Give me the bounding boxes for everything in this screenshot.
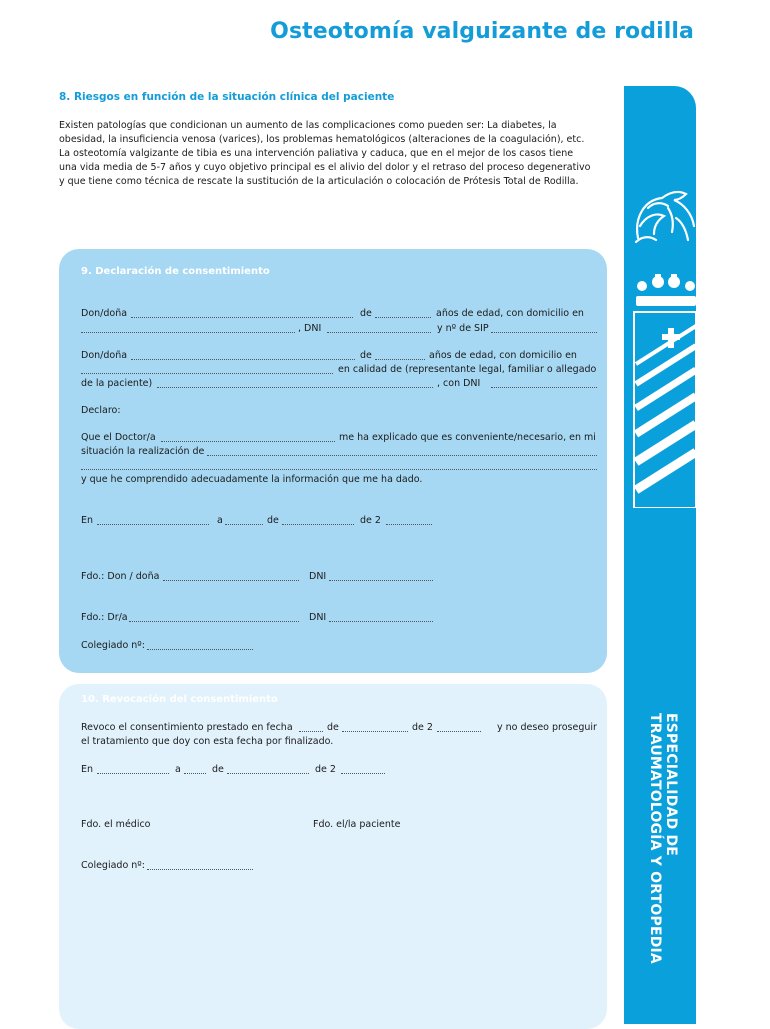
label-dni: , DNI bbox=[298, 323, 322, 334]
section-10-title: 10. Revocación del consentimiento bbox=[81, 694, 278, 705]
page-title: Osteotomía valguizante de rodilla bbox=[270, 19, 694, 44]
label-dni-patient: DNI bbox=[309, 571, 327, 582]
label-fdo-paciente: Fdo. el/la paciente bbox=[313, 819, 401, 830]
label-dni-doctor: DNI bbox=[309, 612, 327, 623]
label-en: En bbox=[81, 515, 94, 526]
relationship-field[interactable] bbox=[157, 387, 433, 388]
label-de-la-paciente: de la paciente) bbox=[81, 378, 153, 389]
label-anos-domicilio-2: años de edad, con domicilio en bbox=[429, 350, 577, 361]
doctor-name-field[interactable] bbox=[161, 441, 335, 442]
label-colegiado: Colegiado nº: bbox=[81, 640, 145, 651]
dni-field-1[interactable] bbox=[327, 332, 431, 333]
label-situacion: situación la realización de bbox=[81, 446, 205, 457]
label-en: En bbox=[81, 764, 94, 775]
patient-dni-field[interactable] bbox=[329, 580, 433, 581]
specialty-label bbox=[647, 713, 679, 964]
procedure-field[interactable] bbox=[207, 455, 597, 456]
procedure-field-2[interactable] bbox=[81, 469, 597, 470]
specialty-line-2: TRAUMATOLOGÍA Y ORTOPEDIA bbox=[647, 713, 663, 964]
paragraph-line: y que tiene como técnica de rescate la sustitución de la articulación o colocación de Prótesis Total de Rodilla. bbox=[59, 176, 579, 187]
sip-field[interactable] bbox=[491, 332, 597, 333]
label-no-deseo: y no deseo proseguir bbox=[497, 722, 597, 733]
section-10-revocation-box bbox=[59, 684, 607, 1029]
month-field[interactable] bbox=[282, 524, 354, 525]
label-don-dona: Don/doña bbox=[81, 308, 128, 319]
label-fdo-medico: Fdo. el médico bbox=[81, 819, 151, 830]
label-revoco: Revoco el consentimiento prestado en fecha bbox=[81, 722, 293, 733]
revocation-day-field[interactable] bbox=[299, 731, 323, 732]
label-doctor: Que el Doctor/a bbox=[81, 432, 156, 443]
name-field-2[interactable] bbox=[131, 359, 355, 360]
label-de-2: de bbox=[360, 350, 372, 361]
doctor-signature-field[interactable] bbox=[129, 621, 299, 622]
label-sip: y nº de SIP bbox=[437, 323, 489, 334]
revocation-year-field-2[interactable] bbox=[341, 773, 385, 774]
label-calidad: en calidad de (representante legal, familiar o allegado bbox=[338, 364, 597, 375]
section-9-consent-box bbox=[59, 249, 607, 673]
label-con-dni: , con DNI bbox=[437, 378, 481, 389]
revocation-day-field-2[interactable] bbox=[184, 773, 206, 774]
patient-signature-field[interactable] bbox=[163, 580, 299, 581]
place-field[interactable] bbox=[97, 524, 209, 525]
label-comprendido: y que he comprendido adecuadamente la información que me ha dado. bbox=[81, 474, 423, 485]
label-de-mes: de bbox=[212, 764, 224, 775]
age-field-1[interactable] bbox=[375, 317, 431, 318]
revocation-month-field[interactable] bbox=[342, 731, 408, 732]
label-fdo-dr: Fdo.: Dr/a bbox=[81, 612, 128, 623]
label-declaro: Declaro: bbox=[81, 405, 121, 416]
specialty-line-1: ESPECIALIDAD DE bbox=[663, 713, 679, 857]
label-fdo-don: Fdo.: Don / doña bbox=[81, 571, 160, 582]
revocation-year-field[interactable] bbox=[437, 731, 481, 732]
name-field-1[interactable] bbox=[131, 317, 353, 318]
paragraph-line: La osteotomía valgizante de tibia es una intervención paliativa y caduca, que en el mejor de los casos tiene bbox=[59, 148, 574, 159]
colegiado-field[interactable] bbox=[147, 649, 253, 650]
section-8-title: 8. Riesgos en función de la situación clínica del paciente bbox=[59, 91, 395, 103]
label-de-mes: de bbox=[267, 515, 279, 526]
section-8-paragraph bbox=[59, 119, 589, 189]
year-field[interactable] bbox=[386, 524, 432, 525]
label-colegiado: Colegiado nº: bbox=[81, 860, 145, 871]
label-explicado: me ha explicado que es conveniente/necesario, en mi bbox=[339, 432, 596, 443]
label-de-2: de 2 bbox=[412, 722, 433, 733]
paragraph-line: obesidad, la insuficiencia venosa (varices), los problemas hematológicos (alteraciones de la coagulación), etc. bbox=[59, 134, 585, 145]
label-de: de bbox=[360, 308, 372, 319]
label-tratamiento: el tratamiento que doy con esta fecha por finalizado. bbox=[81, 736, 334, 747]
label-don-dona-2: Don/doña bbox=[81, 350, 128, 361]
paragraph-line: Existen patologías que condicionan un aumento de las complicaciones como pueden ser: La diabetes, la bbox=[59, 120, 557, 131]
label-de: de bbox=[327, 722, 339, 733]
label-a: a bbox=[175, 764, 181, 775]
section-9-title: 9. Declaración de consentimiento bbox=[81, 266, 270, 277]
label-a: a bbox=[217, 515, 223, 526]
doctor-dni-field[interactable] bbox=[329, 621, 433, 622]
section-8 bbox=[59, 91, 589, 189]
dni-field-2[interactable] bbox=[491, 387, 597, 388]
valencian-coat-of-arms-icon bbox=[628, 178, 696, 508]
revocation-month-field-2[interactable] bbox=[227, 773, 309, 774]
day-field[interactable] bbox=[225, 524, 263, 525]
address-field-2[interactable] bbox=[81, 373, 333, 374]
revocation-colegiado-field[interactable] bbox=[147, 869, 253, 870]
age-field-2[interactable] bbox=[375, 359, 425, 360]
address-field-1[interactable] bbox=[81, 332, 295, 333]
paragraph-line: una vida media de 5-7 años y cuyo objetivo principal es el alivio del dolor y el retraso del proceso degenerativo bbox=[59, 162, 591, 173]
label-de-2: de 2 bbox=[360, 515, 381, 526]
label-anos-domicilio: años de edad, con domicilio en bbox=[436, 308, 584, 319]
label-de-2-b: de 2 bbox=[315, 764, 336, 775]
revocation-place-field[interactable] bbox=[97, 773, 169, 774]
